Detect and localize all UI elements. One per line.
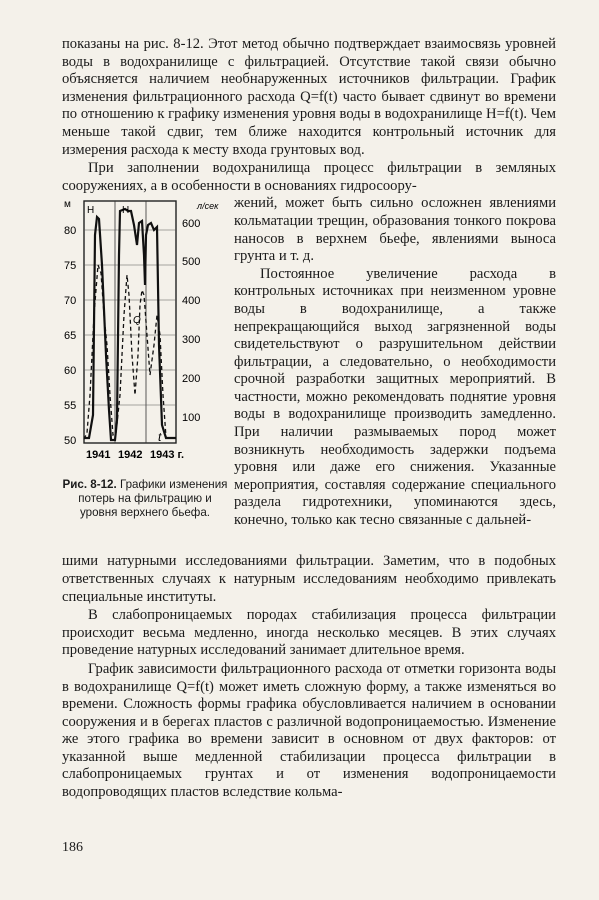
left-tick: 55 [64,400,77,413]
series-h-label-2: H [122,205,130,217]
figure-8-12 [62,195,227,545]
page-body [62,36,556,802]
side-column [234,195,556,529]
left-tick: 70 [64,295,77,308]
figure-block [62,195,556,553]
x-tick: 1941 [86,449,111,462]
left-tick: 60 [64,365,77,378]
paragraph: График зависимости фильтрационного расхода от отметки горизонта воды в водохранилище Q=f(t) может иметь сложную форму, а также изменяться во времени. Сложность формы графика обусловливается наличием в основании сооружения и в берегах пластов с различной водопроницаемостью. Изменение же этого графика во времени зависит в основном от двух факторов: от указанной выше медленной стабилизации процесса фильтрации в слабопроницаемых грунтах и от изменения водопроницаемости водопроводящих пластов вследствие кольма- [62,660,556,801]
paragraph: показаны на рис. 8-12. Этот метод обычно подтверждает взаимосвязь уровней воды в водохранилище с фильтрацией. Отсутствие такой связи обычно объясняется наличием необнаруженных источников фильтрации. График изменения фильтрационного расхода Q=f(t) часто бывает сдвинут во времени по отношению к графику изменения уровня воды в водохранилище H=f(t). Чем меньше такой сдвиг, тем ближе находится контрольный источник для измерения расхода к месту входа грунтовых вод. [62,36,556,158]
right-tick: 500 [182,256,201,269]
figure-caption [62,478,228,519]
right-axis-unit: л/сек [197,201,219,212]
h-curve [84,209,176,440]
x-tick: 1942 [118,449,143,462]
paragraph: жений, может быть сильно осложнен явлениями кольматации трещин, образования тонкого покрова наносов в верхнем бьефе, явлениями выноса грунта и т. д. [234,195,556,265]
right-tick: 400 [182,295,201,308]
left-tick: 80 [64,225,77,238]
paragraph: шими натурными исследованиями фильтрации. Заметим, что в подобных ответственных случаях к натурным исследованиям необходимо привлекать специальные институты. [62,553,556,605]
page-number: 186 [62,840,83,855]
right-tick: 300 [182,334,201,347]
left-tick: 65 [64,330,77,343]
x-tick: 1943 г. [150,449,185,462]
paragraph: Постоянное увеличение расхода в контрольных источниках при неизменном уровне воды в водохранилище, а также непрекращающийся выход загрязненной воды свидетельствуют о разрушительном действии фильтрации, а следовательно, о необходимости срочной разработки защитных мероприятий. В частности, можно рекомендовать поднятие уровня воды в водохранилище производить замедленно. При наличии размываемых пород может возникнуть необходимость задержки подъема уровня или даже его снижения. Указанные мероприятия, составляя содержание специального раздела гидротехники, упоминаются здесь, конечно, только как тесно связанные с дальней- [234,265,556,529]
series-q-label: Q [133,315,141,327]
right-tick: 100 [182,412,201,425]
right-tick: 200 [182,373,201,386]
x-axis-label: t [158,430,162,445]
right-tick: 600 [182,218,201,231]
caption-text: Графики изменения потерь на фильтрацию и уровня верхнего бьефа. [78,478,228,519]
paragraph: В слабопроницаемых породах стабилизация процесса фильтрации происходит весьма медленно, иногда несколько месяцев. В этих случаях проведение натурных исследований занимает длительное время. [62,607,556,659]
q-curve [84,265,166,439]
series-h-label: H [87,205,95,217]
filtration-chart [62,195,228,477]
left-tick: 50 [64,435,77,448]
paragraph: При заполнении водохранилища процесс фильтрации в земляных сооружениях, а в особенности в основаниях гидросоору- [62,160,556,194]
left-tick: 75 [64,260,77,273]
left-axis-unit: м [64,199,71,211]
caption-label: Рис. 8-12. [62,478,117,492]
